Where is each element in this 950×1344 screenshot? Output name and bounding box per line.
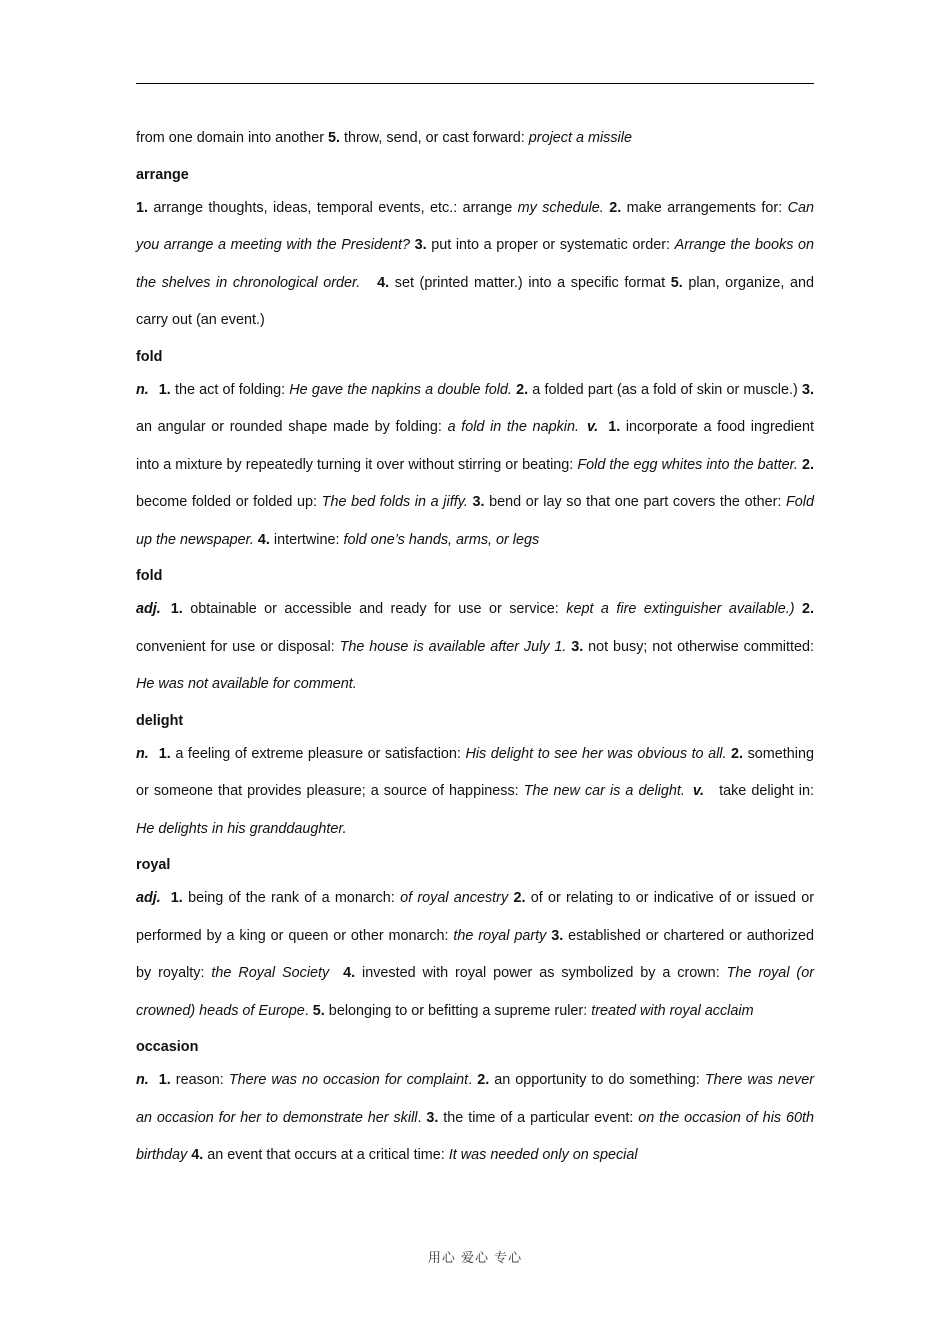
sense-number: 2. <box>516 381 529 398</box>
definition-fold-adj <box>136 591 814 704</box>
definition-royal: adj. 1. being of the rank of a monarch: of royal ancestry 2. of or relating to or indicative of or issued or performed by a king or queen or other monarch: the royal party 3. established or chartered or authorized by royalty: the Royal Society 4. invested with royal power as symbolized by a crown: The royal (or crowned) heads of Europe. 5. belonging to or befitting a supreme ruler: treated with royal acclaim <box>136 890 815 1019</box>
def-text: bend or lay so that one part covers the other: <box>484 494 787 510</box>
headword-royal: royal <box>136 857 171 873</box>
intro-continuation <box>136 120 814 158</box>
example: There was never an occasion for her to demonstrate her skill <box>136 1072 814 1126</box>
sense-number: 1. <box>158 745 171 762</box>
sense-number: 2. <box>731 745 744 762</box>
definition-fold <box>136 372 814 560</box>
def-text: a folded part (as a fold of skin or muscle.) <box>528 381 802 398</box>
definition-occasion: n. 1. reason: There was no occasion for complaint. 2. an opportunity to do something: There was never an occasion for her to demonstrate her skill. 3. the time of a particular event: on the occasion of his 60th birthday 4. an event that occurs at a critical time: It was needed only on special <box>136 1072 814 1163</box>
headword-occasion: occasion <box>136 1039 199 1055</box>
def-text: the act of folding: <box>170 381 290 398</box>
headword-fold-adj: fold <box>136 568 163 584</box>
sense-number: 4. <box>377 274 390 291</box>
sense-number: 5. <box>670 274 683 291</box>
def-text: a feeling of extreme pleasure or satisfaction: <box>170 745 466 762</box>
example: The new car is a delight. <box>523 783 685 799</box>
example: kept a fire extinguisher available.) <box>566 601 795 617</box>
sense-number: 1. <box>608 419 621 435</box>
sense-number: 5. <box>328 130 341 146</box>
sense-number: 3. <box>472 494 485 510</box>
example: treated with royal acclaim <box>591 1002 754 1019</box>
part-of-speech: adj. <box>136 890 161 906</box>
sense-number: 3. <box>801 381 814 398</box>
example: Fold up the newspaper. <box>136 494 815 548</box>
example: He gave the napkins a double fold. <box>289 381 512 398</box>
def-text: take delight in: <box>714 783 814 799</box>
header-rule <box>136 83 814 84</box>
part-of-speech: n. <box>136 1072 149 1088</box>
example: He was not available for comment. <box>136 676 357 692</box>
example: It was needed only on special <box>448 1147 638 1163</box>
def-text: not busy; not otherwise committed: <box>583 638 815 655</box>
example: fold one’s hands, arms, or legs <box>343 531 540 548</box>
def-text: an angular or rounded shape made by folding: <box>136 419 448 435</box>
headword-arrange: arrange <box>136 166 189 183</box>
sense-number: 2. <box>801 601 814 617</box>
def-text: invested with royal power as symbolized by a crown: <box>355 965 727 981</box>
sense-number: 1. <box>158 1072 171 1088</box>
definition-delight <box>136 736 814 849</box>
def-text: something or someone that provides pleasure; a source of happiness: <box>136 745 814 799</box>
part-of-speech: adj. <box>136 601 161 617</box>
def-text: arrange thoughts, ideas, temporal events, etc.: arrange <box>148 199 518 216</box>
def-text: of or relating to or indicative of or issued or performed by a king or queen or other monarch: <box>136 890 814 944</box>
def-text: being of the rank of a monarch: <box>182 890 401 906</box>
example: The bed folds in a jiffy. <box>321 494 468 510</box>
def-text: belonging to or befitting a supreme ruler: <box>324 1002 592 1019</box>
example: There was no occasion for complaint <box>228 1072 469 1088</box>
def-text: convenient for use or disposal: <box>136 638 340 655</box>
sense-number: 2. <box>513 890 526 906</box>
sense-number: 3. <box>571 638 584 655</box>
page-footer: 用心 爱心 专心 <box>427 1251 523 1266</box>
headword-delight: delight <box>136 712 184 729</box>
example: my schedule. <box>517 199 604 216</box>
def-text: established or chartered or authorized by royalty: <box>136 927 814 981</box>
def-text: plan, organize, and carry out (an event.) <box>136 274 815 328</box>
def-text: obtainable or accessible and ready for use or service: <box>182 601 567 617</box>
example: He delights in his granddaughter. <box>136 820 347 837</box>
sense-number: 2. <box>477 1072 490 1088</box>
def-text: make arrangements for: <box>621 199 788 216</box>
part-of-speech: v. <box>692 783 705 799</box>
example: Can you arrange a meeting with the President? <box>136 199 814 253</box>
example: Fold the egg whites into the batter. <box>577 456 798 473</box>
example: The house is available after July 1. <box>339 638 567 655</box>
example: a fold in the napkin. <box>447 419 579 435</box>
example: Arrange the books on the shelves in chronological order. <box>136 237 815 291</box>
definition-arrange <box>136 190 814 340</box>
headword-fold: fold <box>136 348 163 365</box>
def-text: an opportunity to do something: <box>489 1072 705 1088</box>
sense-number: 2. <box>609 199 622 216</box>
sense-number: 1. <box>170 601 183 617</box>
sense-number: 4. <box>191 1147 204 1163</box>
example: project a missile <box>528 130 632 146</box>
sense-number: 4. <box>257 531 270 548</box>
example: of royal ancestry <box>400 890 509 906</box>
sense-number: 5. <box>312 1002 325 1019</box>
def-text: incorporate a food ingredient into a mixture by repeatedly turning it over without stirring or beating: <box>136 419 814 473</box>
def-text: an event that occurs at a critical time: <box>203 1147 449 1163</box>
sense-number: 1. <box>170 890 183 906</box>
def-text: set (printed matter.) into a specific format <box>389 274 671 291</box>
def-text: intertwine: <box>269 531 344 548</box>
sense-number: 2. <box>802 456 815 473</box>
sense-number: 3. <box>414 237 427 253</box>
part-of-speech: v. <box>586 419 599 435</box>
sense-number: 3. <box>551 927 564 944</box>
dictionary-content <box>136 120 814 1175</box>
part-of-speech: n. <box>136 381 149 398</box>
sense-number: 1. <box>136 199 149 216</box>
def-text: the time of a particular event: <box>438 1109 639 1126</box>
def-text: become folded or folded up: <box>136 494 322 510</box>
def-text: put into a proper or systematic order: <box>426 237 675 253</box>
example: His delight to see her was obvious to all. <box>465 745 727 762</box>
example: the Royal Society <box>211 965 330 981</box>
def-text: reason: <box>170 1072 229 1088</box>
example: on the occasion of his 60th birthday <box>136 1109 814 1163</box>
example: The royal (or crowned) heads of Europe <box>136 965 815 1019</box>
part-of-speech: n. <box>136 745 149 762</box>
sense-number: 4. <box>343 965 356 981</box>
sense-number: 3. <box>426 1109 439 1126</box>
sense-number: 1. <box>158 381 171 398</box>
example: the royal party <box>453 927 547 944</box>
def-text: throw, send, or cast forward: <box>340 130 529 146</box>
def-text: from one domain into another <box>136 130 328 146</box>
